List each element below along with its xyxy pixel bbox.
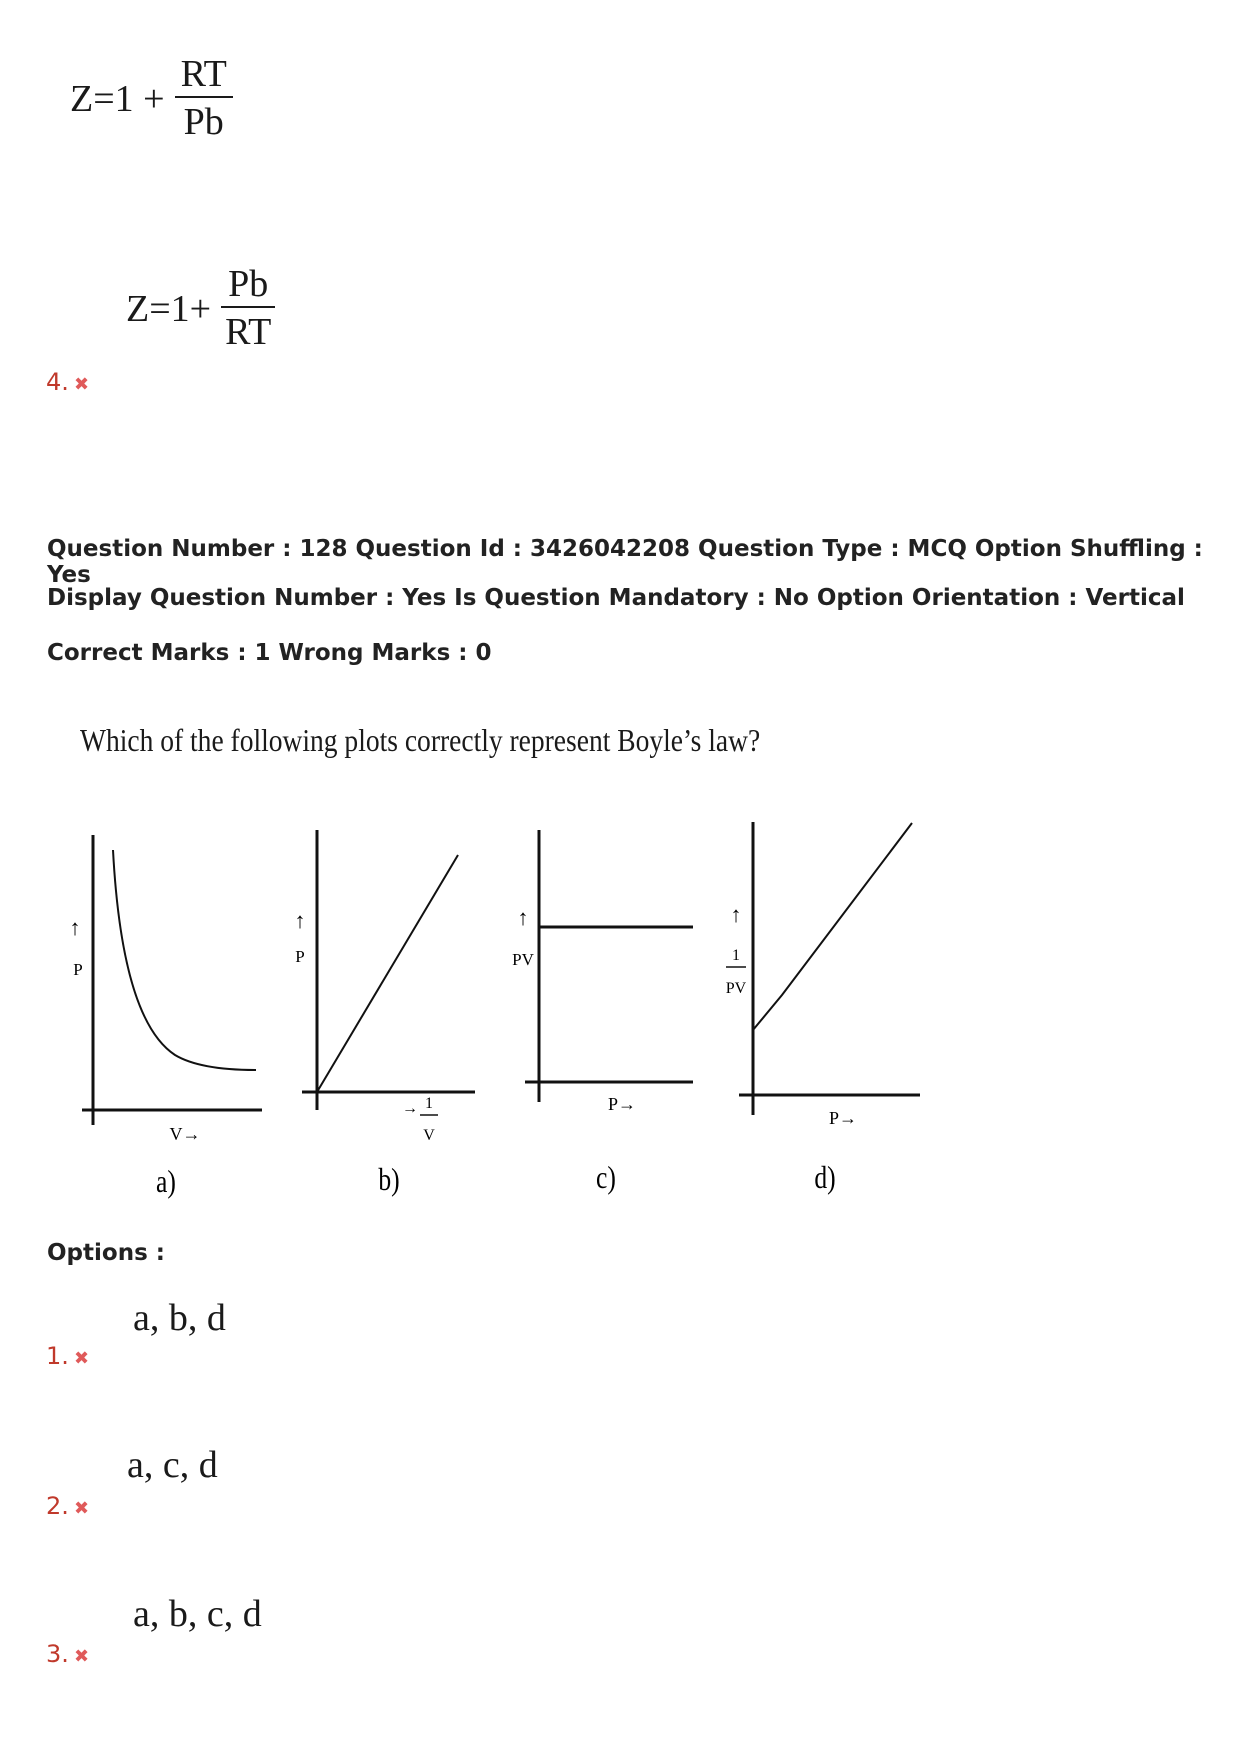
fraction-denominator: Pb (183, 101, 224, 143)
plot-b-x-num: 1 (425, 1095, 433, 1112)
option-2-text: a, c, d (127, 1444, 218, 1486)
wrong-mark-icon: ✖ (74, 1348, 90, 1369)
plot-b-y-arrow: ↑ (294, 908, 306, 933)
plot-d-y-den: PV (725, 980, 747, 997)
option-2-marker[interactable] (46, 1492, 89, 1520)
option-1-marker[interactable] (46, 1342, 89, 1370)
option-1-text: a, b, d (133, 1297, 226, 1339)
plot-b-y-label: P (295, 947, 305, 966)
options-label: Options : (47, 1240, 165, 1266)
plot-d-y-num: 1 (732, 947, 740, 964)
plot-d (739, 822, 920, 1115)
plot-b-x-arrow: → (402, 1100, 418, 1117)
plot-a-x-label: V→ (169, 1124, 201, 1144)
formula-lhs: Z=1 + (70, 78, 165, 120)
wrong-mark-icon: ✖ (74, 1498, 90, 1519)
fraction-numerator: RT (180, 53, 227, 95)
plot-a-curve (113, 850, 256, 1070)
plot-a-y-arrow: ↑ (69, 915, 81, 940)
plot-c-y-arrow: ↑ (517, 905, 529, 930)
option-number: 2. (46, 1492, 69, 1520)
plot-b-line (317, 855, 458, 1092)
plot-c-caption: c) (596, 1160, 616, 1196)
plot-b-caption: b) (378, 1162, 400, 1198)
option-number: 3. (46, 1640, 69, 1668)
plot-a-y-label: P (73, 960, 83, 979)
plot-d-x-label: P→ (828, 1108, 858, 1128)
wrong-mark-icon: ✖ (74, 374, 90, 395)
option-3-text: a, b, c, d (133, 1593, 262, 1635)
wrong-mark-icon: ✖ (74, 1646, 90, 1667)
question-meta-line-1: Question Number : 128 Question Id : 3426042208 Question Type : MCQ Option Shuffling : Yes (47, 536, 1203, 588)
question-meta-line-3: Correct Marks : 1 Wrong Marks : 0 (47, 640, 492, 666)
plot-d-y-arrow: ↑ (730, 902, 742, 927)
option-number: 4. (46, 368, 69, 396)
fraction-denominator: RT (225, 311, 272, 353)
formula-lhs: Z=1+ (126, 288, 212, 330)
plot-b-x-den: V (423, 1127, 435, 1144)
fraction-numerator: Pb (228, 263, 269, 305)
plot-d-caption: d) (814, 1160, 836, 1196)
question-meta-line-2: Display Question Number : Yes Is Question Mandatory : No Option Orientation : Vertical (47, 585, 1185, 611)
plot-c (525, 830, 693, 1102)
option-number: 1. (46, 1342, 69, 1370)
plot-c-y-label: PV (512, 950, 534, 969)
plot-d-line (753, 823, 912, 1032)
plot-a-caption: a) (156, 1164, 176, 1200)
plot-a (82, 835, 262, 1125)
plot-b (302, 830, 475, 1110)
plot-c-x-label: P→ (607, 1094, 637, 1114)
option-3-marker[interactable] (46, 1640, 89, 1668)
question-text: Which of the following plots correctly represent Boyle’s law? (80, 722, 761, 758)
